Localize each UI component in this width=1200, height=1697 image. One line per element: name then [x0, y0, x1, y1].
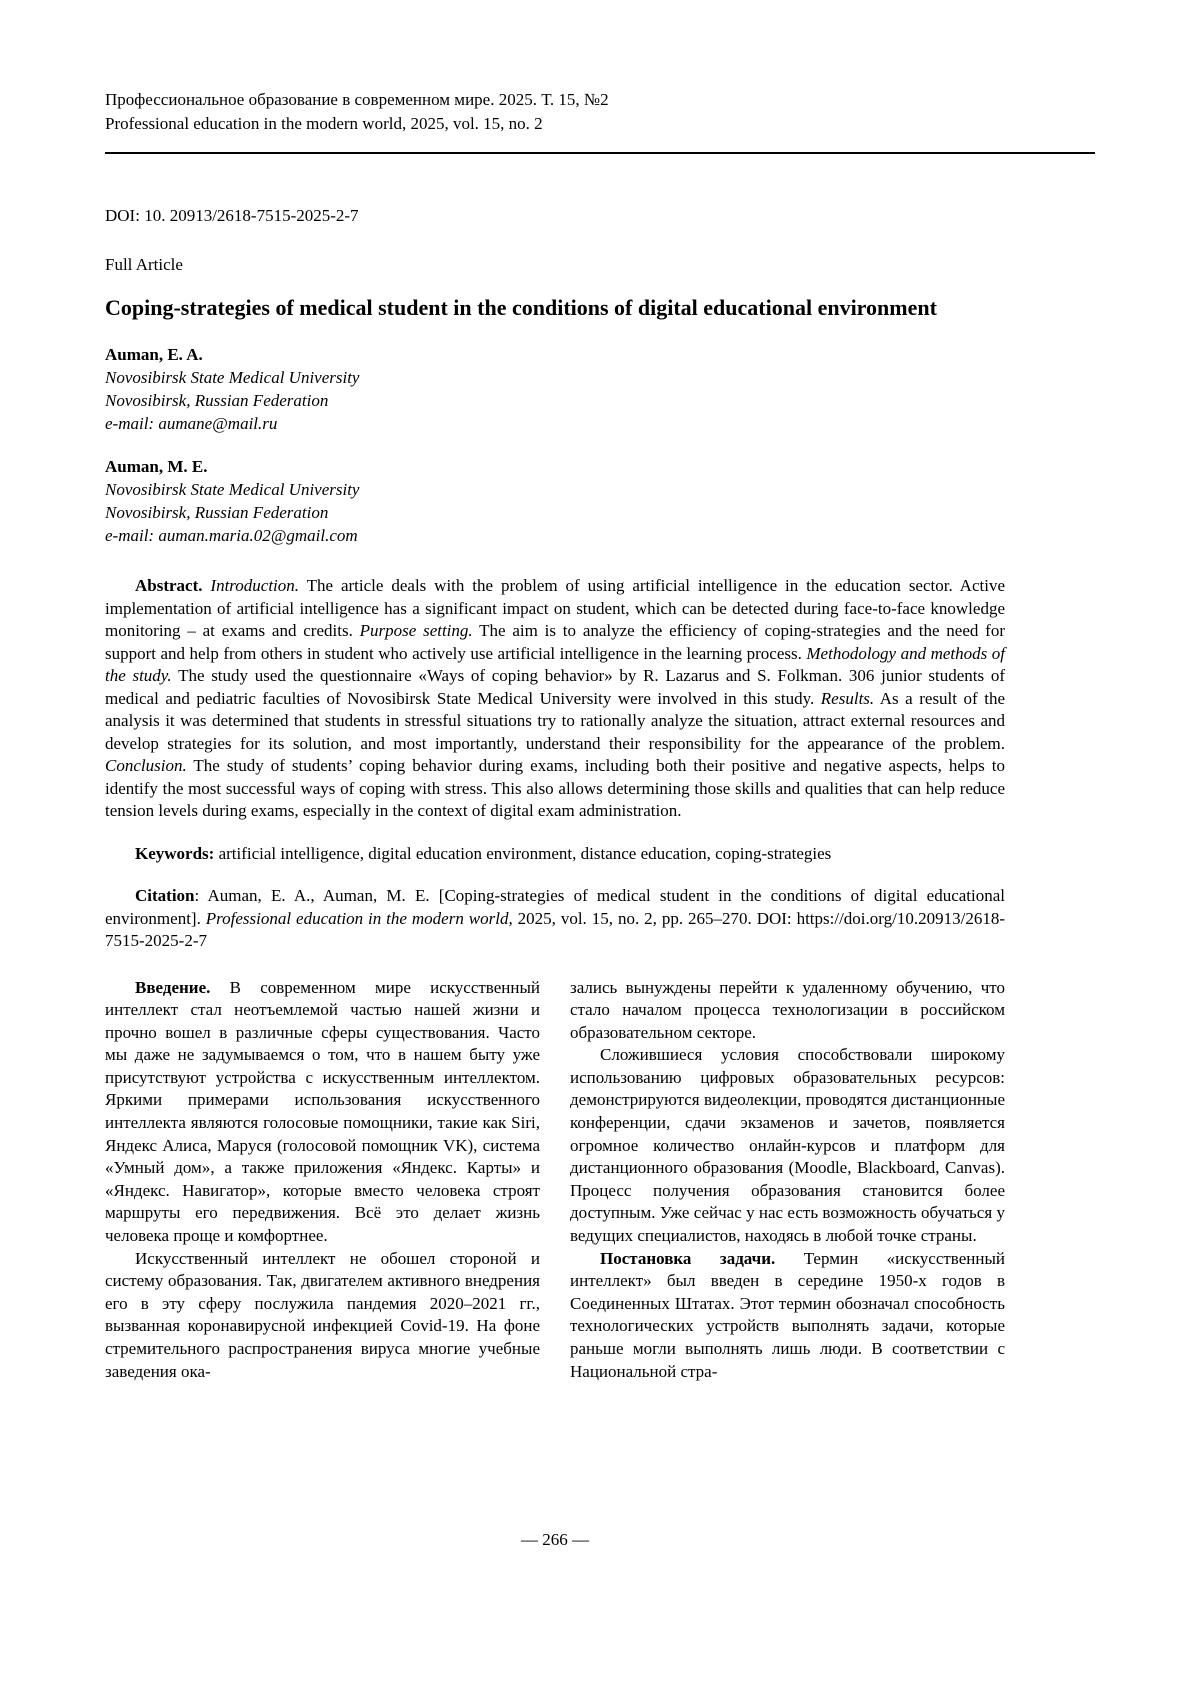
author-affiliation: Novosibirsk, Russian Federation	[105, 503, 329, 522]
text-run: Purpose setting.	[359, 621, 473, 640]
text-run: Methodology and methods of the study.	[105, 643, 1005, 685]
text-run: Conclusion.	[105, 756, 187, 775]
author-affiliation: Novosibirsk, Russian Federation	[105, 391, 329, 410]
text-run: : Auman, E. A., Auman, M. E. [Coping-strategies of medical student in the conditions of digital educational environment].	[105, 886, 1005, 928]
text-run: Abstract.	[135, 576, 211, 595]
text-run: The study used the questionnaire «Ways of coping behavior» by R. Lazarus and S. Folkman. 306 junior students of medical and pediatric faculties of Novosibirsk State Medical University were involved in this study.	[105, 666, 1005, 708]
author-email: e-mail: aumane@mail.ru	[105, 414, 278, 433]
text-run: The study of students’ coping behavior during exams, including both their positive and negative aspects, helps to identify the most successful ways of coping with stress. This also allows determining those skills and qualities that can help reduce tension levels during exams, especially in the context of digital exam administration.	[105, 756, 1005, 820]
text-run: artificial intelligence, digital education environment, distance education, coping-strategies	[214, 843, 832, 863]
body-column-right	[570, 977, 1005, 1384]
body-paragraph	[570, 977, 1005, 1045]
journal-header	[105, 88, 1005, 136]
citation	[105, 885, 1005, 953]
journal-header-en: Professional education in the modern world, 2025, vol. 15, no. 2	[105, 114, 543, 133]
keywords	[105, 843, 1005, 866]
author-affiliation: Novosibirsk State Medical University	[105, 480, 360, 499]
text-run: Results.	[820, 688, 875, 708]
text-run: зались вынуждены перейти к удаленному обучению, что стало началом процесса технологизации в российском образовательном секторе.	[570, 977, 1005, 1042]
article-title: Coping-strategies of medical student in the conditions of digital educational environment	[105, 295, 937, 320]
author-name: Auman, M. E.	[105, 457, 208, 476]
text-run: As a result of the analysis it was determined that students in stressful situations try to rationally analyze the situation, attract external resources and develop strategies for its solution, and most importantly, understand their responsibility for the appearance of the problem.	[105, 688, 1005, 753]
page-number: — 266 —	[521, 1530, 589, 1549]
text-run: Citation	[135, 886, 195, 905]
article-body	[105, 977, 1005, 1384]
doi: DOI: 10. 20913/2618-7515-2025-2-7	[105, 206, 359, 225]
text-run: The aim is to analyze the efficiency of coping-strategies and the need for support and help from others in student who actively use artificial intelligence in the learning process.	[105, 621, 1005, 663]
header-divider	[105, 152, 1095, 154]
text-run: Keywords:	[135, 843, 215, 863]
text-run: Professional education in the modern world,	[205, 908, 513, 928]
author-block	[105, 455, 1005, 547]
article-type-label: Full Article	[105, 255, 183, 274]
body-paragraph	[105, 977, 540, 1248]
text-run: Термин «искусственный интеллект» был введен в середине 1950-х годов в Соединенных Штатах. Этот термин обозначал способность технологических устройств выполнять задачи, которые раньше могли выполнять лишь люди. В соответствии с Национальной стра-	[570, 1248, 1005, 1381]
text-run: Искусственный интеллект не обошел стороной и систему образования. Так, двигателем активного внедрения его в эту сферу послужила пандемия 2020–2021 гг., вызванная коронавирусной инфекцией Covid-19. На фоне стремительного распространения вируса многие учебные заведения ока-	[105, 1248, 540, 1381]
author-email: e-mail: auman.maria.02@gmail.com	[105, 526, 358, 545]
author-name: Auman, E. A.	[105, 345, 203, 364]
text-run: 2025, vol. 15, no. 2, pp. 265–270. DOI: https://doi.org/10.20913/2618-7515-2025-2-7	[105, 908, 1005, 950]
abstract	[105, 575, 1005, 823]
journal-header-ru: Профессиональное образование в современном мире. 2025. Т. 15, №2	[105, 90, 609, 109]
text-run: The article deals with the problem of using artificial intelligence in the education sector. Active implementation of artificial intelligence has a significant impact on student, which can be detected during face-to-face knowledge monitoring – at exams and credits.	[105, 576, 1005, 640]
author-affiliation: Novosibirsk State Medical University	[105, 368, 360, 387]
text-run: Введение.	[135, 977, 211, 997]
text-run: Сложившиеся условия способствовали широкому использованию цифровых образовательных ресурсов: демонстрируются видеолекции, проводятся дистанционные конференции, сдачи экзаменов и зачетов, появляется огромное количество онлайн-курсов и платформ для дистанционного образования (Moodle, Blackboard, Canvas). Процесс получения образования становится более доступным. Уже сейчас у нас есть возможность обучаться у ведущих специалистов, находясь в любой точке страны.	[570, 1045, 1005, 1246]
author-block	[105, 343, 1005, 435]
body-paragraph	[105, 1248, 540, 1384]
body-paragraph	[570, 1044, 1005, 1247]
text-run: Introduction.	[210, 576, 300, 595]
text-run: В современном мире искусственный интеллект стал неотъемлемой частью нашей жизни и прочно вошел в различные сферы существования. Часто мы даже не задумываемся о том, что в нашем быту уже присутствуют устройства с искусственным интеллектом. Яркими примерами использования искусственного интеллекта являются голосовые помощники, такие как Siri, Яндекс Алиса, Маруся (голосовой помощник VK), система «Умный дом», а также приложения «Яндекс. Карты» и «Яндекс. Навигатор», которые вместо человека строят маршруты его передвижения. Всё это делает жизнь человека проще и комфортнее.	[105, 977, 540, 1246]
text-run: Постановка задачи.	[600, 1248, 776, 1268]
body-paragraph	[570, 1248, 1005, 1384]
body-column-left	[105, 977, 540, 1384]
